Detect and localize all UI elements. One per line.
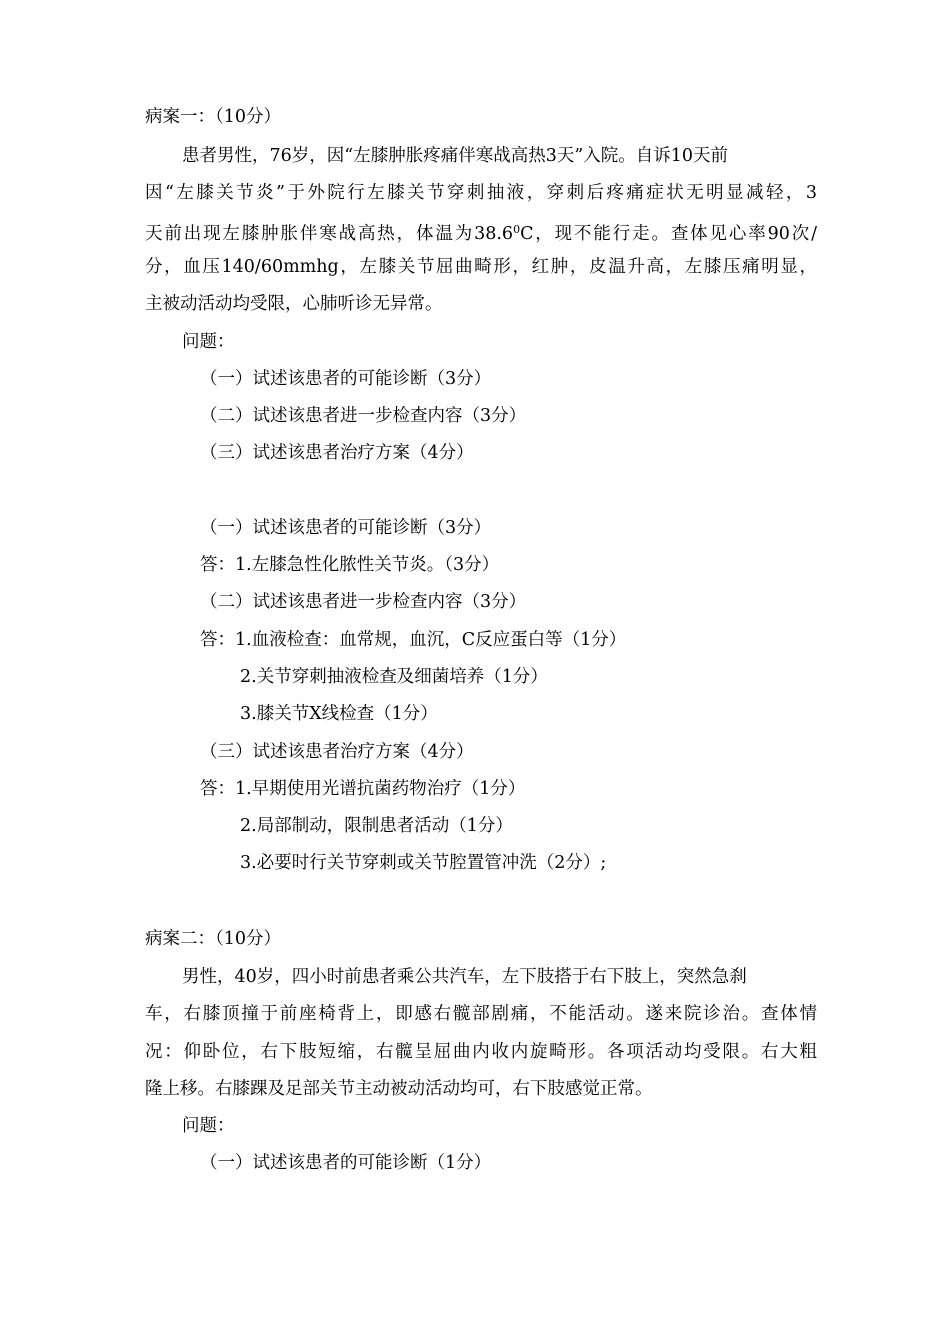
case1-question: （一）试述该患者的可能诊断（3分）: [200, 369, 492, 389]
case1-description-line: [145, 219, 817, 245]
case1-description-part: 天前出现左膝肿胀伴寒战高热，体温为38.6: [145, 224, 514, 244]
degree-superscript: 0: [513, 223, 521, 236]
case1-description-part: C，现不能行走。查体见心率90次/: [520, 224, 817, 244]
case2-description-line: 隆上移。右膝踝及足部关节主动被动活动均可，右下肢感觉正常。: [145, 1079, 653, 1099]
case1-answer-question: （三）试述该患者治疗方案（4分）: [200, 742, 474, 762]
case1-description-line: 患者男性，76岁，因“左膝肿胀疼痛伴寒战高热3天”入院。自诉10天前: [182, 146, 729, 166]
case2-description-line: 况：仰卧位，右下肢短缩，右髋呈屈曲内收内旋畸形。各项活动均受限。右大粗: [145, 1042, 817, 1062]
case1-answer-question: （一）试述该患者的可能诊断（3分）: [200, 518, 492, 538]
case2-title: 病案二：（10分）: [145, 929, 282, 949]
case2-questions-label: 问题：: [182, 1116, 235, 1136]
case1-description-line: 因“左膝关节炎”于外院行左膝关节穿刺抽液，穿刺后疼痛症状无明显减轻，3: [145, 183, 817, 203]
case1-answer-question: （二）试述该患者进一步检查内容（3分）: [200, 592, 527, 612]
case1-questions-label: 问题：: [182, 332, 235, 352]
case1-description-line: 分，血压140/60mmhg，左膝关节屈曲畸形，红肿，皮温升高，左膝压痛明显，: [145, 257, 817, 277]
case1-answer-line: 答：1.血液检查：血常规，血沉，C反应蛋白等（1分）: [200, 630, 627, 650]
case1-answer-line: 2.局部制动，限制患者活动（1分）: [240, 816, 513, 836]
case1-answer-line: 3.膝关节X线检查（1分）: [240, 704, 438, 724]
case1-answer-line: 2.关节穿刺抽液检查及细菌培养（1分）: [240, 667, 548, 687]
case1-answer-line: 答：1.左膝急性化脓性关节炎。（3分）: [200, 555, 500, 575]
case1-question: （二）试述该患者进一步检查内容（3分）: [200, 406, 527, 426]
case1-question: （三）试述该患者治疗方案（4分）: [200, 443, 474, 463]
case1-answer-line: 3.必要时行关节穿刺或关节腔置管冲洗（2分）;: [240, 853, 607, 873]
case2-question: （一）试述该患者的可能诊断（1分）: [200, 1153, 492, 1173]
case1-description-line: 主被动活动均受限，心肺听诊无异常。: [145, 294, 443, 314]
case1-title: 病案一：（10分）: [145, 107, 282, 127]
case1-answer-line: 答：1.早期使用光谱抗菌药物治疗（1分）: [200, 779, 526, 799]
case2-description-line: 男性，40岁，四小时前患者乘公共汽车，左下肢搭于右下肢上，突然急刹: [182, 967, 747, 987]
case2-description-line: 车，右膝顶撞于前座椅背上，即感右髋部剧痛，不能活动。遂来院诊治。查体情: [145, 1004, 817, 1024]
